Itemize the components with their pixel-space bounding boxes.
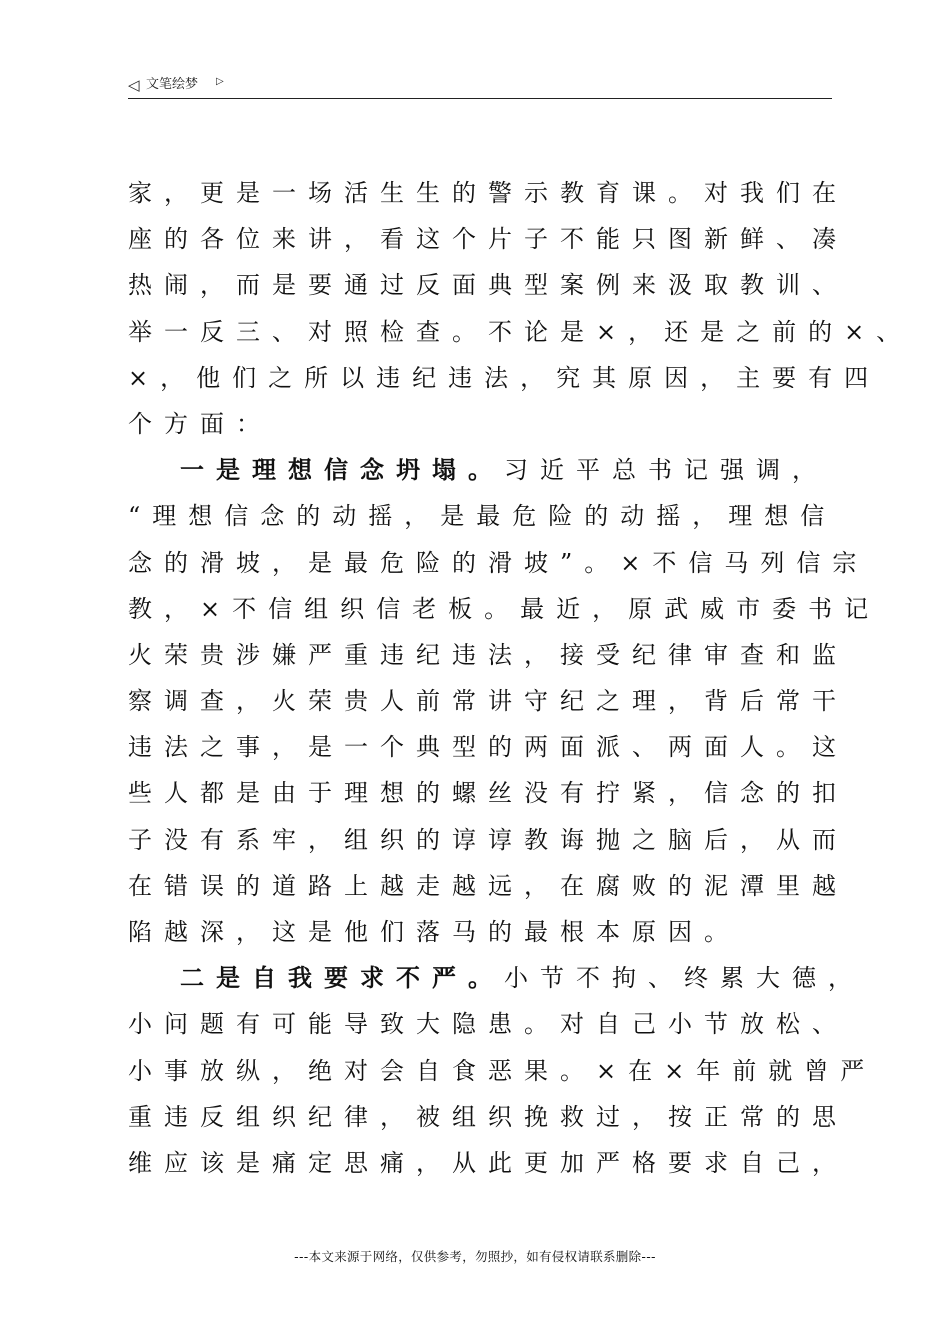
section-heading-line: 二是自我要求不严。小节不拘、终累大德， (180, 963, 864, 993)
section-heading: 一是理想信念坍塌。 (180, 455, 504, 485)
text-line: “理想信念的动摇，是最危险的动摇，理想信 (128, 502, 837, 531)
section-heading-line: 一是理想信念坍塌。习近平总书记强调， (180, 455, 828, 485)
text-line: 察调查，火荣贵人前常讲守纪之理，背后常干 (128, 687, 848, 716)
text-line: ×，他们之所以违纪违法，究其原因，主要有四 (128, 363, 881, 392)
text-line: 个方面： (128, 409, 272, 438)
text-line: 陷越深，这是他们落马的最根本原因。 (128, 918, 740, 946)
text-line: 教，×不信组织信老板。最近，原武威市委书记 (128, 594, 881, 623)
section-heading: 二是自我要求不严。 (180, 963, 504, 993)
text-line: 举一反三、对照检查。不论是×，还是之前的×、 (128, 317, 913, 346)
text-line: 小问题有可能导致大隐患。对自己小节放松、 (128, 1010, 848, 1039)
page-header (128, 72, 832, 99)
text-line: 火荣贵涉嫌严重违纪违法，接受纪律审查和监 (128, 640, 848, 669)
text-line: 念的滑坡，是最危险的滑坡”。×不信马列信宗 (128, 548, 869, 577)
left-triangle-icon: ◁ (128, 76, 140, 94)
footer-disclaimer: ---本文来源于网络，仅供参考，勿照抄，如有侵权请联系删除--- (294, 1249, 656, 1264)
right-triangle-icon: ▷ (216, 76, 224, 87)
text-line: 座的各位来讲，看这个片子不能只图新鲜、凑 (128, 225, 848, 254)
text-line: 子没有系牢，组织的谆谆教诲抛之脑后，从而 (128, 825, 848, 854)
header-title: 文笔绘梦 (146, 77, 199, 92)
text-line: 在错误的道路上越走越远，在腐败的泥潭里越 (128, 871, 848, 900)
text-line: 热闹，而是要通过反面典型案例来汲取教训、 (128, 271, 848, 300)
document-body (128, 170, 913, 1186)
text-line: 违法之事，是一个典型的两面派、两面人。这 (128, 733, 848, 762)
text-line: 些人都是由于理想的螺丝没有拧紧，信念的扣 (128, 779, 848, 808)
text-line: 家，更是一场活生生的警示教育课。对我们在 (128, 179, 848, 207)
text-line: 小事放纵，绝对会自食恶果。×在×年前就曾严 (128, 1056, 877, 1085)
text-line: 维应该是痛定思痛，从此更加严格要求自己， (128, 1148, 848, 1177)
text-line: 重违反组织纪律，被组织挽救过，按正常的思 (128, 1102, 848, 1131)
